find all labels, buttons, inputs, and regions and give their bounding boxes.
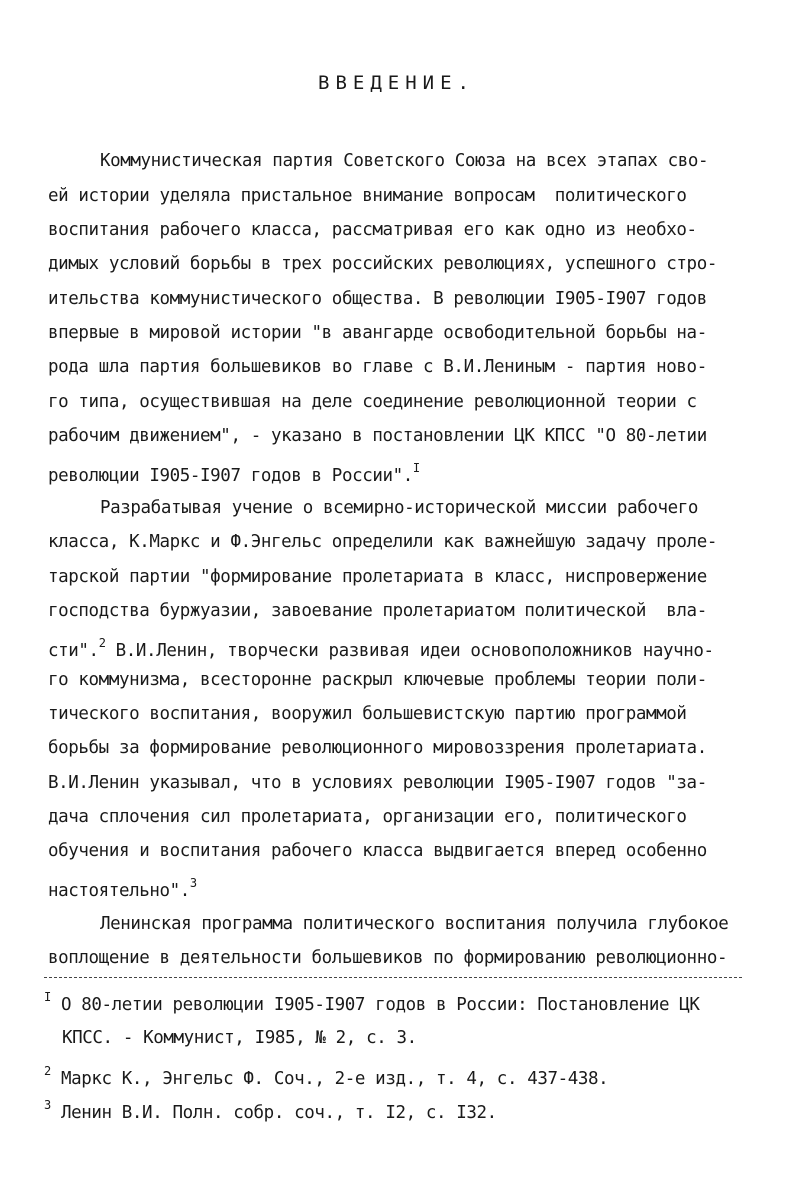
body-line: ительства коммунистического общества. В революции I905-I907 годов [48,289,707,309]
page-title: ВВЕДЕНИЕ. [318,72,475,94]
body-line: настоятельно".$^3$ [48,876,197,901]
footnote: $^I$ О 80-летии революции I905-I907 годов в России: Постановление ЦК [44,990,700,1015]
body-line: тарской партии "формирование пролетариата в класс, ниспровержение [48,567,707,587]
body-line: дача сплочения сил пролетариата, организации его, политического [48,807,687,827]
body-line: Ленинская программа политического воспитания получила глубокое [100,914,729,934]
footnote-mark: 2 [44,1064,51,1078]
body-line: димых условий борьбы в трех российских революциях, успешного стро- [48,254,717,274]
body-line: рода шла партия большевиков во главе с В.И.Лениным - партия ново- [48,357,707,377]
footnote-ref: 2 [98,636,106,650]
body-line: го типа, осуществившая на деле соединение революционной теории с [48,392,697,412]
body-line: воплощение в деятельности большевиков по формированию революционно- [48,948,728,968]
body-line: класса, К.Маркс и Ф.Энгельс определили как важнейшую задачу проле- [48,532,717,552]
body-line: тического воспитания, вооружил большевистскую партию программой [48,704,687,724]
footnote-continuation: КПСС. - Коммунист, I985, № 2, с. 3. [62,1028,417,1048]
body-line: впервые в мировой истории "в авангарде освободительной борьбы на- [48,323,707,343]
body-line: господства буржуазии, завоевание пролетариатом политической вла- [48,601,707,621]
body-line: обучения и воспитания рабочего класса выдвигается вперед особенно [48,841,707,861]
body-line: революции I905-I907 годов в России".$^I$ [48,461,420,486]
footnote-ref: 3 [189,876,197,890]
body-line: В.И.Ленин указывал, что в условиях революции I905-I907 годов "за- [48,773,707,793]
footnote-ref: I [412,461,420,475]
footnote: $^3$ Ленин В.И. Полн. собр. соч., т. I2, с. I32. [44,1098,497,1123]
body-line: сти".$^2$ В.И.Ленин, творчески развивая идеи основоположников научно- [48,636,714,661]
body-line: Коммунистическая партия Советского Союза на всех этапах сво- [100,151,709,171]
body-line: Разрабатывая учение о всемирно-исторической миссии рабочего [100,498,699,518]
footnote: $^2$ Маркс К., Энгельс Ф. Соч., 2-е изд., т. 4, с. 437-438. [44,1064,609,1089]
body-line: го коммунизма, всесторонне раскрыл ключевые проблемы теории поли- [48,670,707,690]
footnote-mark: 3 [44,1098,51,1112]
footnote-mark: I [44,990,51,1004]
body-line: борьбы за формирование революционного мировоззрения пролетариата. [48,738,707,758]
footnote-separator [44,977,742,978]
body-line: воспитания рабочего класса, рассматривая его как одно из необхо- [48,220,697,240]
body-line: ей истории уделяла пристальное внимание вопросам политического [48,186,687,206]
body-line: рабочим движением", - указано в постановлении ЦК КПСС "О 80-летии [48,426,707,446]
